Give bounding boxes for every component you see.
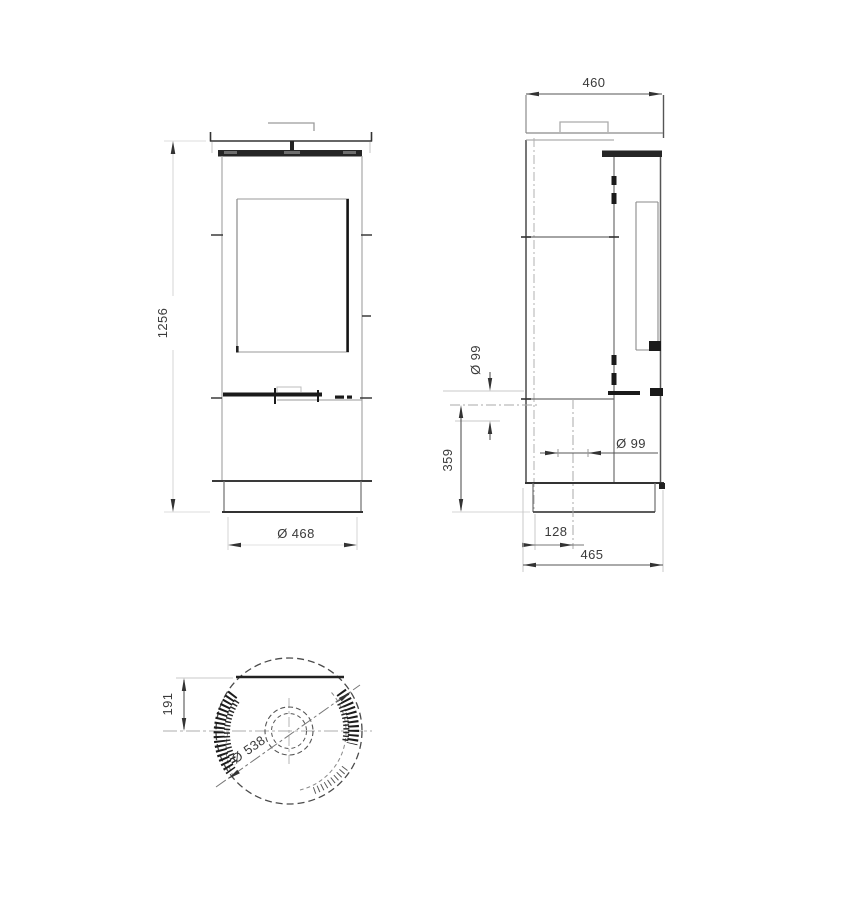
dim-top-outlet-dia: [443, 345, 538, 440]
door-handle: [223, 393, 322, 397]
dim-label-front-height: 1256: [155, 307, 170, 339]
dim-label-rear-outlet-offset: 128: [544, 524, 568, 539]
dim-front-width: [228, 517, 357, 550]
dim-top-plate-dia: [216, 685, 360, 787]
door-glass-side-profile: [636, 202, 658, 350]
dim-label-top-front-offset: 191: [160, 692, 175, 716]
dim-side-top-depth: [526, 75, 662, 96]
dim-label-side-total-depth: 465: [580, 547, 604, 562]
dim-label-top-outlet-dia: Ø 99: [468, 345, 483, 375]
flue-collar-side: [560, 122, 608, 132]
dim-label-rear-outlet-dia: Ø 99: [616, 436, 646, 451]
hinge-bottom: [612, 355, 617, 365]
flue-collar-outline: [268, 123, 314, 131]
bottom-right-hatch: [313, 768, 345, 791]
dim-label-front-width: Ø 468: [277, 526, 315, 541]
hinge-top: [612, 176, 617, 185]
front-view: [155, 123, 372, 550]
side-view: [440, 75, 665, 572]
top-view: [160, 658, 372, 804]
handle-side: [608, 391, 640, 395]
dim-label-rear-outlet-height: 359: [440, 448, 455, 472]
dim-label-side-top-depth: 460: [582, 75, 606, 90]
dim-label-top-plate-dia: Ø 538: [228, 732, 269, 767]
side-top-plate-dark: [602, 151, 662, 158]
dim-rear-outlet-offset: [522, 514, 584, 550]
dim-front-height: [155, 141, 210, 512]
door-latch: [649, 341, 661, 351]
